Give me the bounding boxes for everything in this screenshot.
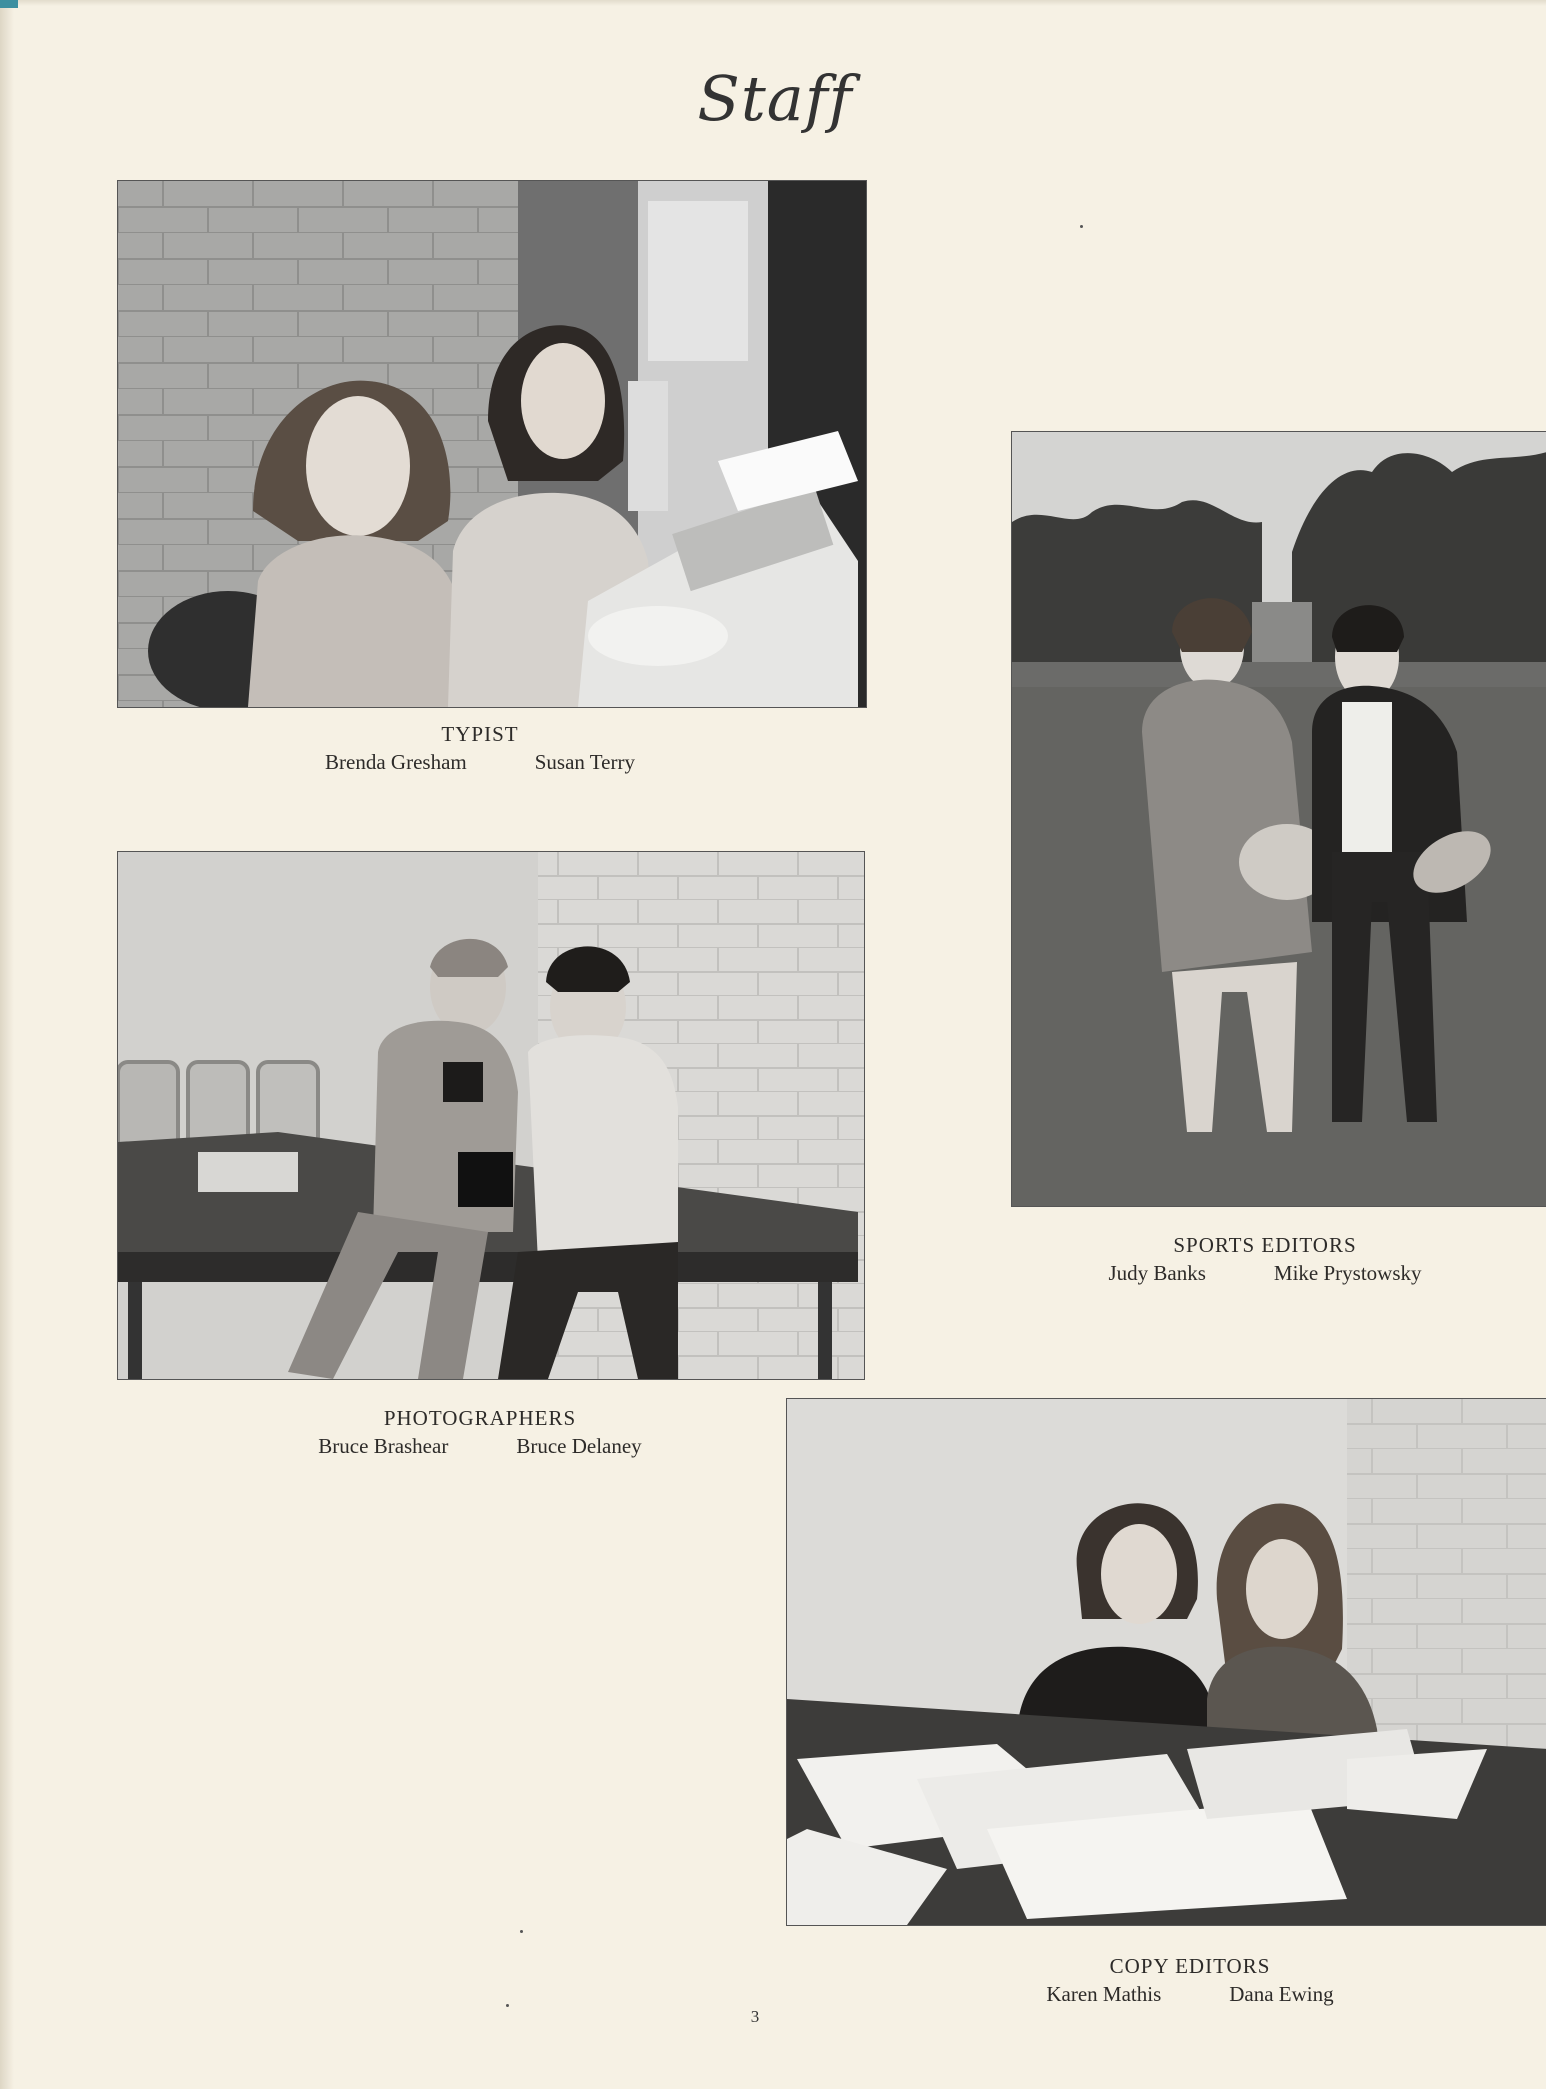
sports-editors-photo-image	[1012, 432, 1546, 1206]
typist-photo-image	[118, 181, 866, 707]
photographers-name-2: Bruce Delaney	[516, 1434, 642, 1458]
print-speck	[1080, 225, 1083, 228]
sports-editors-name-1: Judy Banks	[1108, 1261, 1206, 1285]
photographers-role: PHOTOGRAPHERS	[383, 1406, 577, 1430]
sports-editors-photo	[1011, 431, 1546, 1207]
photographers-photo	[117, 851, 865, 1380]
typist-caption	[200, 720, 760, 776]
print-speck	[520, 1930, 523, 1933]
corner-tab-mark	[0, 0, 18, 8]
print-speck	[506, 2004, 509, 2007]
sports-editors-names	[1020, 1259, 1510, 1287]
sports-editors-caption	[1020, 1231, 1510, 1287]
copy-editors-photo-image	[787, 1399, 1546, 1925]
page-top-shadow	[0, 0, 1546, 6]
photographers-name-1: Bruce Brashear	[318, 1434, 449, 1458]
typist-role: TYPIST	[441, 722, 519, 746]
sports-editors-role: SPORTS EDITORS	[1173, 1233, 1357, 1257]
photographers-caption	[200, 1404, 760, 1460]
sports-editors-name-2: Mike Prystowsky	[1273, 1261, 1422, 1285]
typist-photo	[117, 180, 867, 708]
photographers-photo-image	[118, 852, 864, 1379]
typist-name-1: Brenda Gresham	[325, 750, 467, 774]
page-title: Staff	[697, 62, 853, 135]
copy-editors-caption	[960, 1952, 1420, 2008]
page-edge-shadow	[0, 0, 14, 2089]
copy-editors-photo	[786, 1398, 1546, 1926]
typist-names	[200, 748, 760, 776]
page-number: 3	[750, 2007, 760, 2026]
photographers-names	[200, 1432, 760, 1460]
copy-editors-role: COPY EDITORS	[1109, 1954, 1271, 1978]
copy-editors-names	[960, 1980, 1420, 2008]
copy-editors-name-1: Karen Mathis	[1046, 1982, 1162, 2006]
copy-editors-name-2: Dana Ewing	[1229, 1982, 1334, 2006]
typist-name-2: Susan Terry	[534, 750, 635, 774]
